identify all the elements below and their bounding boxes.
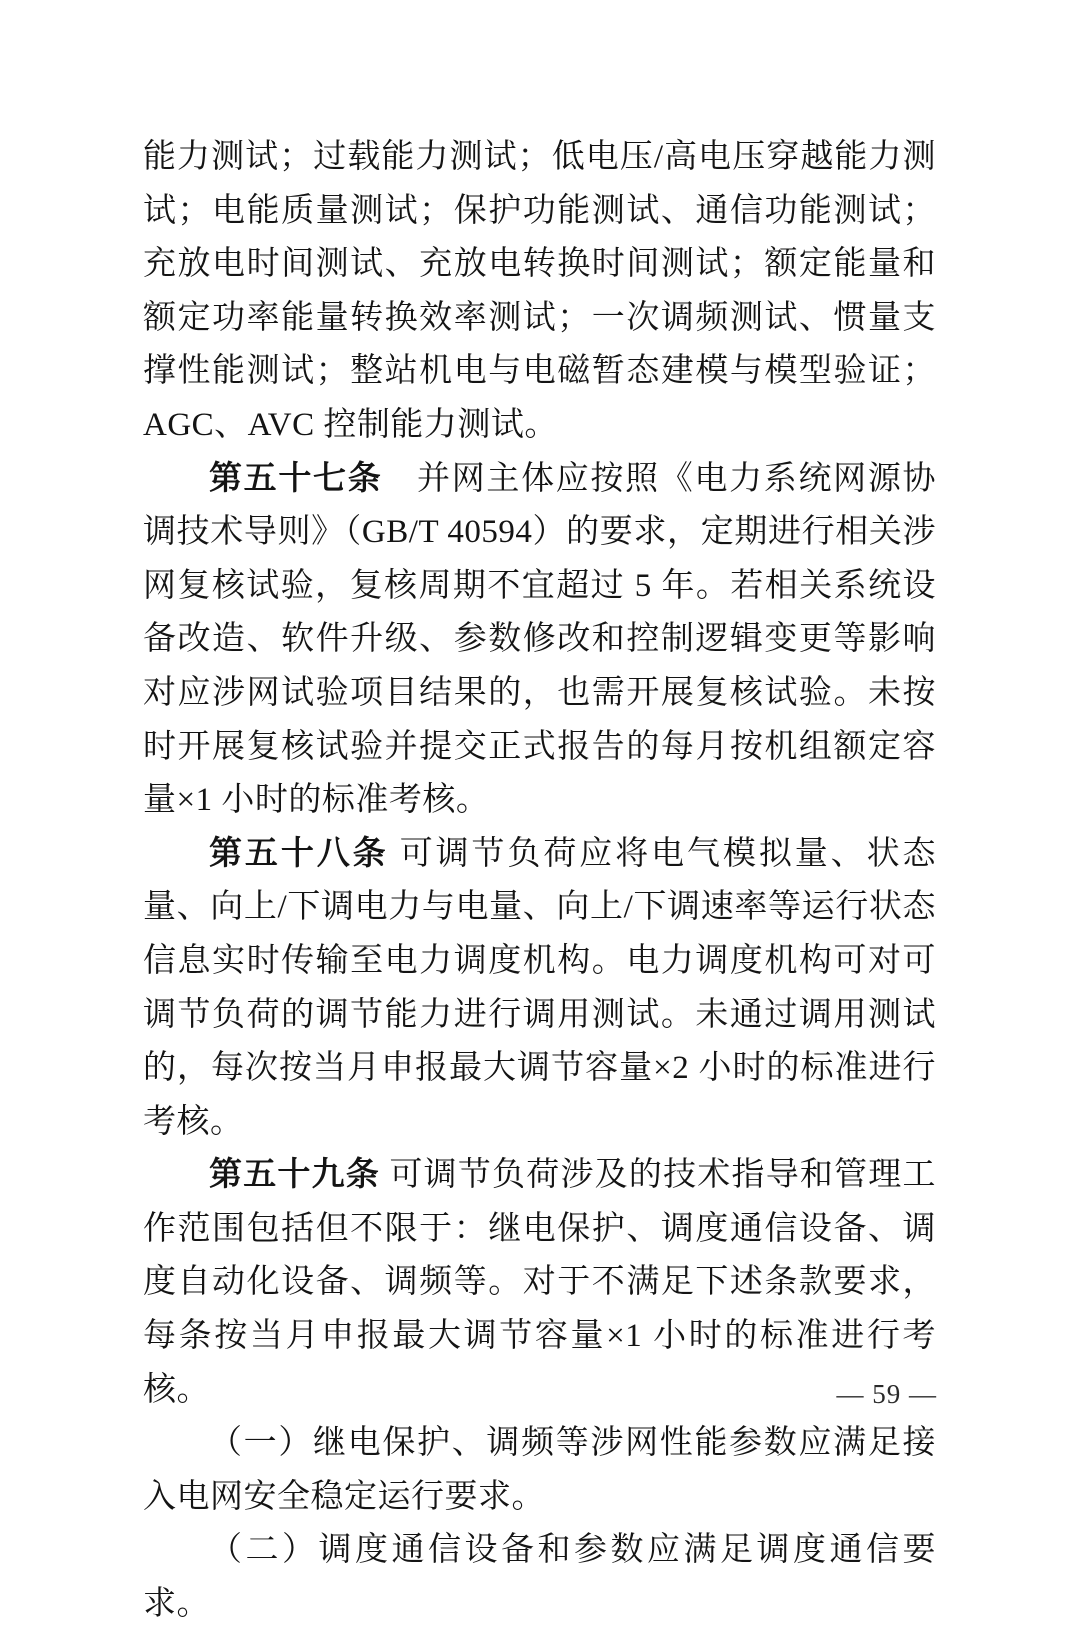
paragraph-article-59 [143, 1149, 936, 1417]
paragraph-text: 可调节负荷应将电气模拟量、状态量、向上/下调电力与电量、向上/下调速率等运行状态信息实时传输至电力调度机构。电力调度机构可对可调节负荷的调节能力进行调用测试。未通过调用测试的，每次按当月申报最大调节容量×2 小时的标准进行考核。 [143, 835, 936, 1140]
paragraph-item-1 [143, 1417, 936, 1524]
document-body [143, 131, 936, 1632]
paragraph-item-2 [143, 1524, 936, 1631]
article-number-57: 第五十七条 [209, 460, 383, 497]
article-number-59: 第五十九条 [209, 1157, 381, 1194]
page-footer [837, 1374, 938, 1414]
paragraph-text: （一）继电保护、调频等涉网性能参数应满足接入电网安全稳定运行要求。 [143, 1425, 936, 1515]
paragraph-article-57 [143, 453, 936, 828]
paragraph-text: 能力测试；过载能力测试；低电压/高电压穿越能力测试；电能质量测试；保护功能测试、通信功能测试；充放电时间测试、充放电转换时间测试；额定能量和额定功率能量转换效率测试；一次调频测试、惯量支撑性能测试；整站机电与电磁暂态建模与模型验证；AGC、AVC 控制能力测试。 [143, 139, 936, 443]
paragraph-article-58 [143, 828, 936, 1150]
paragraph-text: （二）调度通信设备和参数应满足调度通信要求。 [143, 1532, 936, 1623]
paragraph-test-items-continuation [143, 131, 936, 453]
paragraph-text: 可调节负荷涉及的技术指导和管理工作范围包括但不限于：继电保护、调度通信设备、调度自动化设备、调频等。对于不满足下述条款要求，每条按当月申报最大调节容量×1 小时的标准进行考核。 [143, 1157, 937, 1408]
page-number: — 59 — [836, 1379, 937, 1409]
article-number-58: 第五十八条 [209, 835, 389, 872]
paragraph-text: 并网主体应按照《电力系统网源协调技术导则》（GB/T 40594）的要求，定期进行相关涉网复核试验，复核周期不宜超过 5 年。若相关系统设备改造、软件升级、参数修改和控制逻辑变更等影响对应涉网试验项目结果的，也需开展复核试验。未按时开展复核试验并提交正式报告的每月按机组额定容量×1 小时的标准考核。 [143, 460, 937, 819]
